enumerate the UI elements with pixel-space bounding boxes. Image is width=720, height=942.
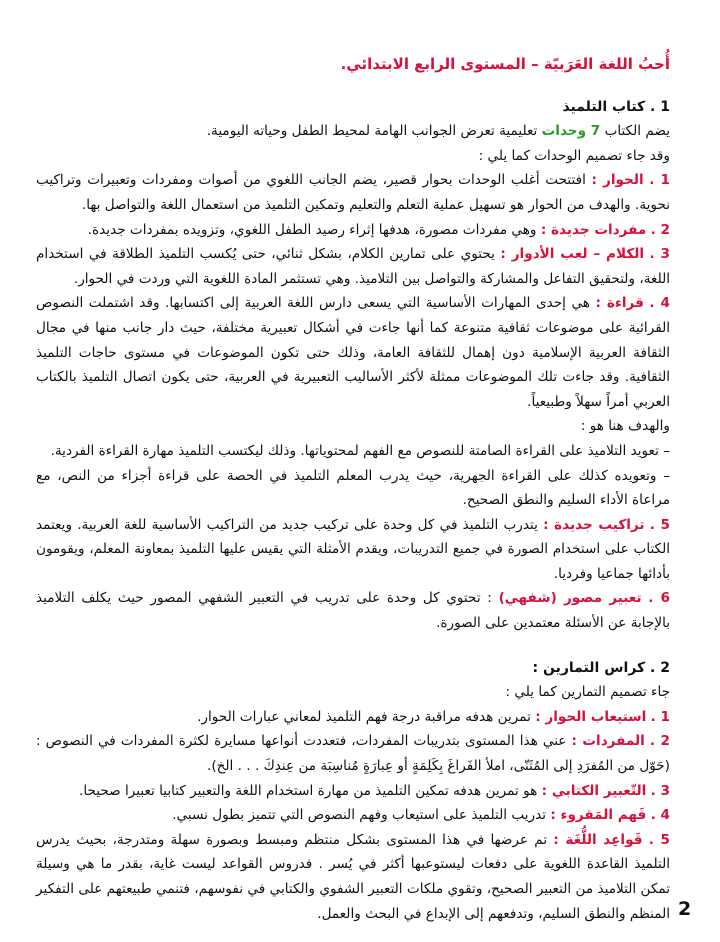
- item-label: المفردات :: [571, 733, 645, 750]
- list-item: [36, 779, 670, 804]
- item-label: مفردات جديدة :: [540, 221, 647, 238]
- item-text: وهي مفردات مصورة، هدفها إثراء رصيد الطفل اللغوي، وتزويده بمفردات جديدة.: [87, 221, 537, 238]
- item-number: 5 .: [648, 831, 670, 848]
- item-number: 3 .: [649, 246, 671, 263]
- item-number: 4 .: [649, 295, 671, 312]
- goal-line: والهدف هنا هو :: [580, 418, 670, 435]
- item-text: افتتحت أغلب الوحدات بحوار قصير، يضم الجانب اللغوي من أصوات ومفردات وتعبيرات وتراكيب نحوية. والهدف من الحوار هو تسهيل عملية التعلم والتعليم وتمكين التلميذ من استعمال اللغة والتواصل بها.: [36, 172, 670, 213]
- item-number: 2 .: [650, 221, 670, 238]
- item-text: يتدرب التلميذ في كل وحدة على تركيب جديد من التراكيب الأساسية للغة العربية. ويعتمد الكتاب على استخدام الصورة في جميع التدريبات، ويقدم الأمثلة التي يقيس عليها التلميذ بمعاونة المعلم، ويقومون بأدائها جماعيا وفرديا.: [36, 516, 670, 582]
- goal-item: – وتعويده كذلك على القراءة الجهرية، حيث يدرب المعلم التلميذ في الحصة على قراءة أجزاء من النص، مع مراعاة الأداء السليم والنطق الصحيح.: [36, 467, 670, 509]
- section-heading-workbook: 2 . كراس التمارين :: [532, 659, 670, 676]
- list-item: [36, 729, 670, 778]
- item-text: يحتوي على تمارين الكلام، بشكل ثنائي، حتى يُكسب التلميذ الطلاقة في استخدام اللغة، ولتحقيق التفاعل والمشاركة والتواصل بين التلاميذ. وهي تستثمر المادة اللغوية التي وردت في الحوار.: [36, 246, 670, 287]
- item-label: تعبير مصور (شفهي): [498, 590, 642, 607]
- list-item: [36, 586, 670, 635]
- intro-text-a: يضم الكتاب: [604, 123, 670, 140]
- goal-item: – تعويد التلاميذ على القراءة الصامتة للنصوص مع الفهم لمحتوياتها. وذلك ليكتسب التلميذ مهارة القراءة الفردية.: [50, 442, 670, 459]
- page-title: أُحبُ اللغة العَرَبيّة – المستوى الرابع الابتدائي.: [340, 55, 670, 73]
- item-text: هي إحدى المهارات الأساسية التي يسعى دارس اللغة العربية إلى اكتسابها. وقد اشتملت النصوص القرائية على موضوعات ثقافية متنوعة كما أنها جاءت في أشكال تعبيرية مختلفة، حيث دار جانب منها في مجال الثقافة العربية الإسلامية دون إهمال للثقافة العامة، وذلك حتى تكون الموضوعات في مستوى حاجات التلميذ الثقافية. وقد جاءت تلك الموضوعات ممثلة لأكثر الأساليب التعبيرية في العربية، حتى يكون اتصال التلميذ بالكتاب العربي أمراً سهلاً وطبيعياً.: [36, 295, 670, 410]
- list-item: [36, 242, 670, 291]
- page-number: 2: [678, 898, 692, 920]
- section-intro: [36, 119, 670, 144]
- item-number: 2 .: [649, 733, 670, 750]
- item-number: 1 .: [650, 708, 670, 725]
- item-text: هو تمرين هدفه تمكين التلميذ من مهارة استخدام اللغة والتعبير كتابيا تعبيرا صحيحا.: [79, 782, 538, 799]
- page-body: [36, 52, 670, 926]
- list-item: [36, 291, 670, 414]
- design-line: وقد جاء تصميم الوحدات كما يلي :: [478, 147, 670, 164]
- item-text: عني هذا المستوى بتدريبات المفردات، فتعددت أنواعها مسايرة لكثرة المفردات في النصوص : (حَوّل من المُفرَدِ إلى المُثَنّى، املأ الفَراغَ بِكَلِمَةٍ أو عِبارَةٍ مُناسِبَة من عِندِكَ . . . الخ).: [36, 733, 670, 775]
- item-label: الحوار :: [591, 172, 644, 189]
- list-item: [36, 803, 670, 828]
- item-label: تراكيب جديدة :: [543, 516, 645, 533]
- units-count: 7 وحدات: [541, 123, 601, 140]
- item-label: استيعاب الحوار :: [535, 708, 647, 725]
- item-label: قَواعِد اللُّغَة :: [553, 831, 643, 848]
- item-text: تم عرضها في هذا المستوى بشكل منتظم ومبسط وبصورة سهلة ومتدرجة، بحيث يدرس التلميذ القاعدة اللغوية على دفعات ليستوعبها أكثر في يُسر . فدروس القواعد ليست غاية، بقدر ما هي وسيلة تمكن التلاميذ من التعبير الصحيح، وتقوي ملكات التعبير الشفوي والكتابي في نفوسهم، فتنمي طبيعتهم على التفكير المنظم والنطق السليم، وتدفعهم إلى الإبداع في البحث والعمل.: [36, 831, 670, 922]
- section-heading-student-book: 1 . كتاب التلميذ: [562, 98, 670, 115]
- item-number: 6 .: [648, 590, 671, 607]
- list-item: [36, 828, 670, 926]
- item-text: : تحتوي كل وحدة على تدريب في التعبير الشفهي المصور حيث يكلف التلاميذ بالإجابة عن الأسئلة معتمدين على الصورة.: [36, 590, 670, 632]
- intro-text-b: تعليمية تعرض الجوانب الهامة لمحيط الطفل وحياته اليومية.: [206, 123, 538, 140]
- list-item: [36, 218, 670, 243]
- item-text: تدريب التلميذ على استيعاب وفهم النصوص التي تتميز بطول نسبي.: [172, 807, 547, 824]
- item-number: 3 .: [650, 782, 670, 799]
- item-label: التّعبير الكتابي :: [541, 782, 647, 799]
- design-line: جاء تصميم التمارين كما يلي :: [505, 684, 670, 701]
- list-item: [36, 168, 670, 217]
- item-label: فَهم المَقروء :: [550, 807, 647, 824]
- list-item: [36, 513, 670, 587]
- item-number: 1 .: [649, 172, 671, 189]
- item-label: قراءة :: [595, 295, 644, 312]
- item-number: 5 .: [649, 516, 670, 533]
- item-number: 4 .: [650, 807, 670, 824]
- item-label: الكلام – لعب الأدوار :: [500, 246, 644, 263]
- item-text: تمرين هدفه مراقبة درجة فهم التلميذ لمعاني عبارات الحوار.: [197, 708, 531, 725]
- list-item: [36, 705, 670, 730]
